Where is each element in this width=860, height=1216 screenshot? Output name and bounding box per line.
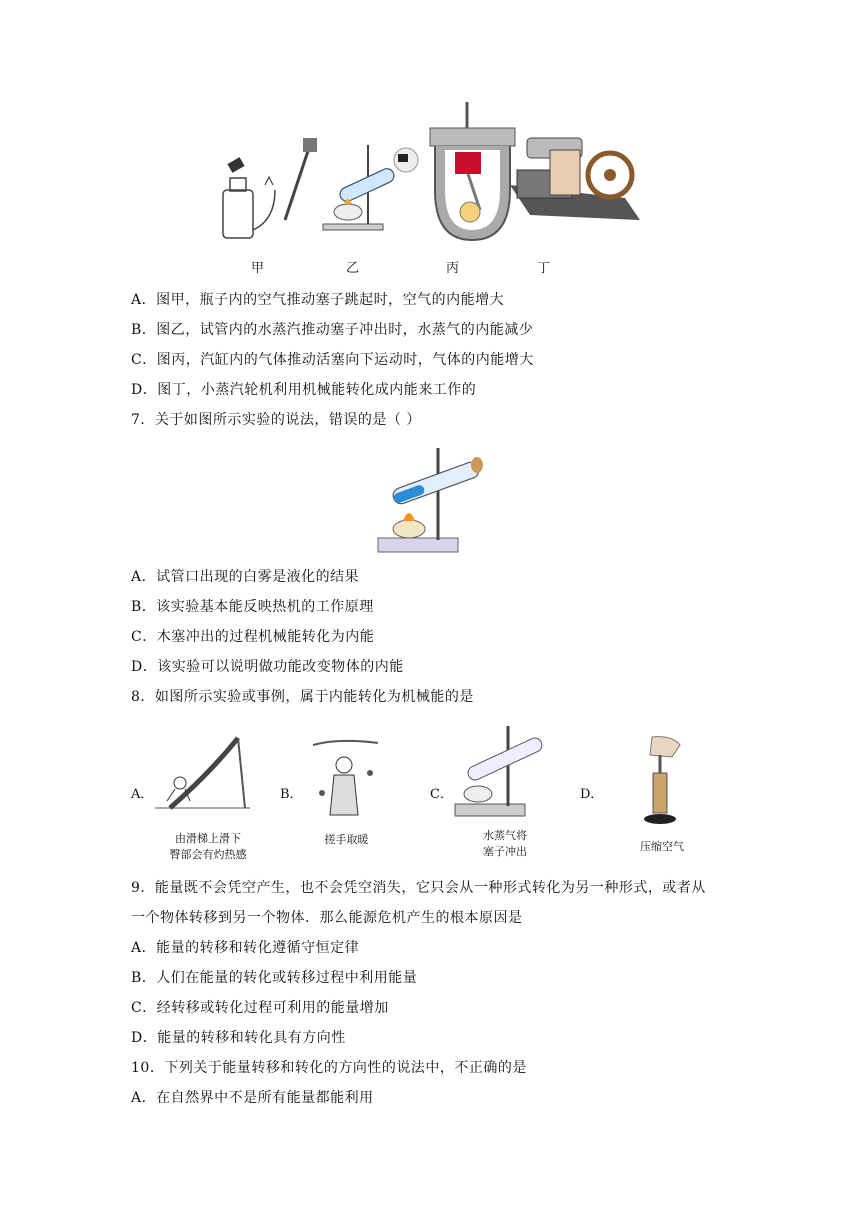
q9-option-b: B．人们在能量的转化或转移过程中利用能量	[131, 970, 418, 986]
figure-ding-steam-turbine	[505, 120, 645, 240]
q8-option-b-letter: B．	[280, 787, 303, 802]
q9-option-d: D．能量的转移和转化具有方向性	[131, 1030, 346, 1046]
figure-jia-bottle	[215, 130, 330, 245]
q6-option-a: A．图甲，瓶子内的空气推动塞子跳起时，空气的内能增大	[131, 292, 505, 308]
q6-option-c: C．图丙，汽缸内的气体推动活塞向下运动时，气体的内能增大	[131, 352, 534, 368]
q8-stem: 8．如图所示实验或事例，属于内能转化为机械能的是	[131, 689, 474, 705]
q9-option-c: C．经转移或转化过程可利用的能量增加	[131, 1000, 389, 1016]
q8-a-caption-line2: 臀部会有灼热感	[169, 848, 247, 861]
figure-label-yi: 乙	[346, 261, 360, 276]
q10-stem: 10．下列关于能量转移和转化的方向性的说法中，不正确的是	[131, 1060, 527, 1076]
figure-label-jia: 甲	[251, 261, 265, 276]
q8-option-a-letter: A．	[131, 787, 154, 802]
q8-a-slide-illustration	[150, 733, 255, 825]
q7-figure-test-tube-experiment	[373, 443, 488, 558]
q9-stem-line2: 一个物体转移到另一个物体．那么能源危机产生的根本原因是	[131, 910, 523, 926]
q8-c-caption-line2: 塞子冲出	[483, 845, 527, 858]
q8-b-rub-hands-illustration	[308, 733, 386, 823]
q9-stem-line1: 9．能量既不会凭空产生，也不会凭空消失，它只会从一种形式转化为另一种形式，或者从	[131, 880, 706, 896]
figure-label-ding: 丁	[537, 261, 551, 276]
q6-option-d: D．图丁，小蒸汽轮机利用机械能转化成内能来工作的	[131, 382, 477, 398]
q7-option-b: B．该实验基本能反映热机的工作原理	[131, 599, 374, 615]
q8-d-caption: 压缩空气	[640, 840, 684, 853]
q8-b-caption: 搓手取暖	[324, 833, 369, 846]
q8-c-caption-line1: 水蒸气将	[483, 829, 527, 842]
q7-option-d: D．该实验可以说明做功能改变物体的内能	[131, 659, 404, 675]
q7-option-c: C．木塞冲出的过程机械能转化为内能	[131, 629, 375, 645]
q6-option-b: B．图乙，试管内的水蒸汽推动塞子冲出时，水蒸气的内能减少	[131, 322, 534, 338]
q9-option-a: A．能量的转移和转化遵循守恒定律	[131, 940, 360, 956]
figure-label-bing: 丙	[446, 261, 460, 276]
q7-option-a: A．试管口出现的白雾是液化的结果	[131, 569, 360, 585]
q8-a-caption-line1: 由滑梯上滑下	[175, 832, 241, 845]
q8-d-compress-air-illustration	[632, 735, 687, 830]
figure-yi-test-tube	[318, 140, 423, 235]
q8-c-steam-cork-illustration	[450, 722, 550, 822]
q7-stem: 7．关于如图所示实验的说法，错误的是（ ）	[131, 412, 421, 428]
q10-option-a: A．在自然界中不是所有能量都能利用	[131, 1090, 374, 1106]
q8-option-c-letter: C．	[430, 787, 453, 802]
q8-option-d-letter: D．	[580, 787, 604, 802]
